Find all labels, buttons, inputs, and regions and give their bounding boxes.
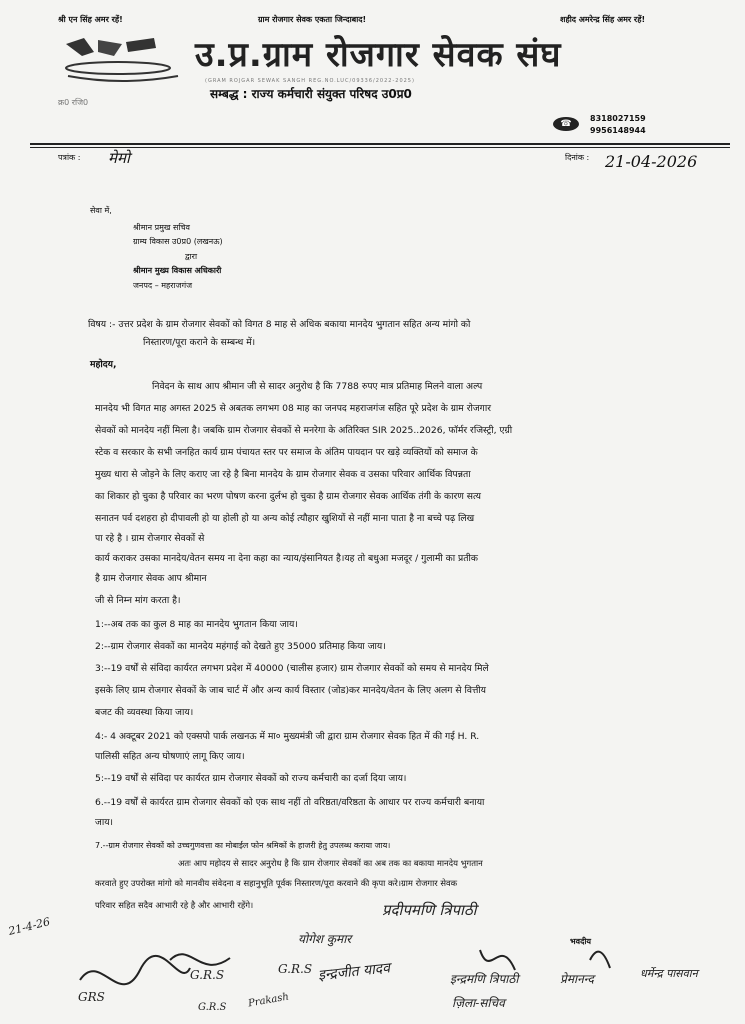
seva-me: सेवा में, [90,206,112,215]
date-value: 21-04-2026 [605,152,698,171]
signature: योगेश कुमार [298,932,352,946]
phone-icon: ☎ [553,117,579,131]
demand-line: 7.--ग्राम रोजगार सेवकों को उच्चगुणवत्ता का मोबाईल फोन श्रमिकों के हाजरी हेतु उपलब्ध कराया जाय। [95,841,391,850]
slogan-right: शहीद अमरेन्द्र सिंह अमर रहें! [560,15,646,24]
union-logo [58,30,186,88]
body-line: कार्य कराकर उसका मानदेय/वेतन समय ना देना कहा का न्याय/इंसानियत है।यह तो बधुआ मजदूर / गुलामी का प्रतीक [95,553,478,564]
union-title: उ.प्र.ग्राम रोजगार सेवक संघ [195,35,562,75]
signature: GRS [78,990,105,1004]
address-line: जनपद – महराजगंज [133,281,193,290]
address-line: ग्राम्य विकास उ0प्र0 (लखनऊ) [133,237,223,246]
signature: Prakash [247,991,290,1010]
body-line: मुख्य धारा से जोड़ने के लिए कराए जा रहे है बिना मानदेय के ग्राम रोजगार सेवक व उसका परिवार आर्थिक विपन्नता [95,469,471,480]
address-line: द्वारा [185,252,198,261]
demand-line: 3:--19 वर्षों से संविदा कार्यरत लगभग प्रदेश में 40000 (चालीस हजार) ग्राम रोजगार सेवकों को समय से मानदेय मिले [95,663,489,674]
demand-line: इसके लिए ग्राम रोजगार सेवकों के जाब चार्ट में और अन्य कार्य विस्तार (जोड)कर मानदेय/वेतन के लिए अलग से वित्तीय [95,685,487,696]
demand-line: जाय। [95,817,114,828]
header-rule-thin [30,147,730,148]
header-rule [30,143,730,145]
signature-primary: प्रदीपमणि त्रिपाठी [382,901,477,919]
bhavdiy-label: भवदीय [570,937,592,946]
signature: इन्द्रमणि त्रिपाठी [450,972,519,986]
demand-line: 1:--अब तक का कुल 8 माह का मानदेय भुगतान किया जाय। [95,619,298,630]
demand-line: 6.--19 वर्षों से कार्यरत ग्राम रोजगार सेवकों को एक साथ नहीं तो वरिष्ठता/वरिष्ठता के आधार पर राज्य कर्मचारी बनाया [95,797,485,808]
signature: धर्मेन्द्र पासवान [640,967,698,980]
closing-line: अतः आप महोदय से सादर अनुरोध है कि ग्राम रोजगार सेवकों का अब तक का बकाया मानदेय भुगतान [178,858,483,868]
signature: प्रेमानन्द [560,972,594,986]
salutation: महोदय, [90,359,117,370]
registration-line: (GRAM ROJGAR SEWAK SANGH REG.NO.LUC/09336/2022-2025) [205,78,415,84]
body-line: जी से निम्न मांग करता है। [95,595,181,606]
demand-line: 2:--ग्राम रोजगार सेवकों का मानदेय महंगाई को देखते हुए 35000 प्रतिमाह किया जाय। [95,641,386,652]
body-line: सेवकों को मानदेय नहीं मिला है। जबकि ग्राम रोजगार सेवकों से मनरेगा के अतिरिक्त SIR 2025..2026, फॉर्मर रजिस्ट्री, एग्री [95,425,513,436]
body-line: सनातन पर्व दशहरा हो दीपावली हो या होली हो या अन्य कोई त्यौहार खुशियों से नहीं माना पाता है ना बच्चे पढ़ लिख [95,513,475,524]
body-line: मानदेय भी विगत माह अगस्त 2025 से अबतक लगभग 08 माह का जनपद महराजगंज सहित पूरे प्रदेश के ग्राम रोजगार [95,403,491,414]
signature: G.R.S [198,1002,227,1013]
patrank-value: मेमो [108,149,130,167]
signature: G.R.S [190,968,225,982]
slogan-left: श्री एन सिंह अमर रहें! [58,15,123,24]
body-line: निवेदन के साथ आप श्रीमान जी से सादर अनुरोध है कि 7788 रुपए मात्र प्रतिमाह मिलने वाला अल्प [152,381,483,392]
signature: G.R.S [278,962,313,976]
margin-date: 21-4-26 [7,915,52,938]
demand-line: बजट की व्यवस्था किया जाय। [95,707,194,718]
demand-line: 5:--19 वर्षों से संविदा पर कार्यरत ग्राम रोजगार सेवकों को राज्य कर्मचारी का दर्जा दिया जाय। [95,773,407,784]
body-line: पा रहे है । ग्राम रोजगार सेवकों से [95,533,205,544]
demand-line: 4:- 4 अक्टूबर 2021 को एक्सपो पार्क लखनऊ में मा० मुख्यमंत्री जी द्वारा ग्राम रोजगार सेवक हित में की गई H. R. [95,731,480,742]
subject-line-2: निस्तारण/पूरा कराने के सम्बन्ध में। [143,337,256,348]
body-line: है ग्राम रोजगार सेवक आप श्रीमान [95,573,207,584]
address-line: श्रीमान प्रमुख सचिव [133,223,191,232]
patrank-label: पत्रांक : [58,153,81,162]
subject-line-1: विषय :- उत्तर प्रदेश के ग्राम रोजगार सेवकों को विगत 8 माह से अधिक बकाया मानदेय भुगतान सहित अन्य मांगो को [88,319,471,330]
ref-fragment: क्र0 रजि0 [58,98,89,107]
signature: ज़िला-सचिव [452,996,505,1010]
body-line: स्टेक व सरकार के सभी जनहित कार्य ग्राम पंचायत स्तर पर समाज के अंतिम पायदान पर खड़े व्यक्तियों को समाज के [95,447,478,458]
address-line: श्रीमान मुख्य विकास अधिकारी [133,266,222,275]
closing-line: करवाते हुए उपरोक्त मांगो को मानवीय संवेदना व सहानुभूति पूर्वक निस्तारण/पूरा करवाने की कृपा करे।ग्राम रोजगार सेवक [95,878,458,888]
phone-number-1: 8318027159 [590,114,646,123]
body-line: का शिकार हो चुका है परिवार का भरण पोषण करना दुर्लभ हो चुका है ग्राम रोजगार सेवक आर्थिक तंगी के कारण सत्य [95,491,481,502]
closing-line: परिवार सहित सदैव आभारी रहे है और आभारी रहेंगे। [95,900,254,910]
slogan-center: ग्राम रोजगार सेवक एकता जिन्दाबाद! [258,15,367,24]
phone-number-2: 9956148944 [590,126,646,135]
date-label: दिनांक : [565,153,590,162]
demand-line: पालिसी सहित अन्य घोषणाएं लागू किए जाय। [95,751,245,762]
signature: इन्द्रजीत यादव [317,960,391,984]
affiliation-line: सम्बद्ध : राज्य कर्मचारी संयुक्त परिषद उ0प्र0 [210,87,412,101]
phone-numbers [590,113,646,137]
signature-scribbles [70,940,690,1020]
